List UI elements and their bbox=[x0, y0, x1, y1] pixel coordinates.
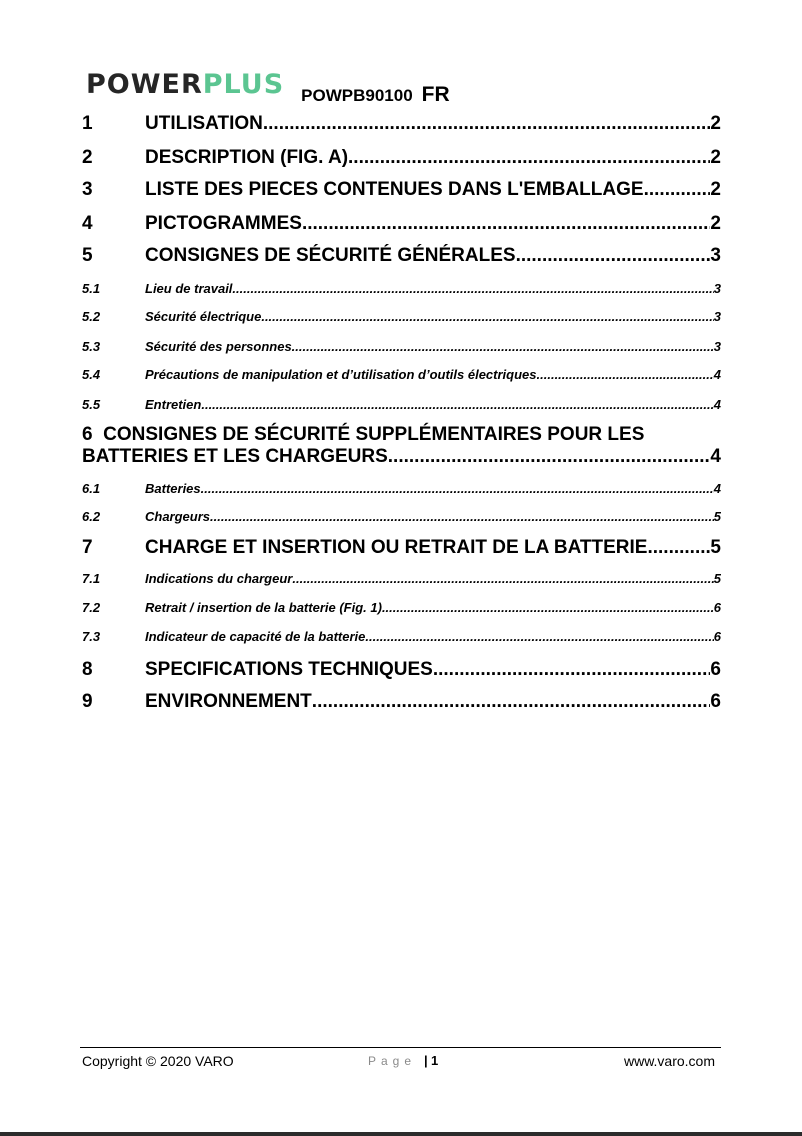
toc-leader-dots bbox=[647, 536, 710, 560]
toc-entry-title: CHARGE ET INSERTION OU RETRAIT DE LA BATTERIE bbox=[145, 537, 648, 558]
toc-entry-page: 2 bbox=[710, 147, 721, 168]
toc-entry-3[interactable] bbox=[82, 178, 721, 202]
toc-entry-8[interactable] bbox=[82, 658, 721, 682]
toc-entry-6-line1 bbox=[82, 424, 721, 446]
toc-entry-page: 6 bbox=[713, 629, 721, 644]
toc-entry-number: 6 bbox=[82, 424, 93, 445]
toc-leader-dots bbox=[201, 396, 713, 413]
toc-entry-title: Batteries bbox=[145, 481, 201, 496]
toc-entry-page: 5 bbox=[710, 537, 721, 558]
toc-entry-title: CONSIGNES DE SÉCURITÉ SUPPLÉMENTAIRES POUR LES bbox=[103, 424, 645, 445]
toc-entry-5-3[interactable] bbox=[82, 338, 721, 355]
toc-entry-6-line2 bbox=[82, 446, 721, 468]
toc-entry-number: 1 bbox=[82, 113, 93, 134]
toc-entry-number: 5.5 bbox=[82, 397, 101, 412]
logo-text-plus: PLUS bbox=[202, 69, 285, 100]
toc-entry-number: 4 bbox=[82, 213, 93, 234]
toc-entry-6[interactable] bbox=[82, 424, 721, 468]
toc-entry-number: 7.1 bbox=[82, 571, 101, 586]
toc-leader-dots bbox=[365, 628, 713, 645]
toc-entry-title: Chargeurs bbox=[145, 509, 211, 524]
page-number: 1 bbox=[431, 1053, 439, 1068]
toc-entry-page: 4 bbox=[713, 367, 721, 382]
toc-entry-4[interactable] bbox=[82, 212, 721, 236]
toc-entry-page: 4 bbox=[710, 446, 721, 467]
toc-entry-number: 5 bbox=[82, 245, 93, 266]
toc-entry-title: Précautions de manipulation et d’utilisation d’outils électriques bbox=[145, 367, 537, 382]
toc-entry-title: Retrait / insertion de la batterie (Fig. 1) bbox=[145, 600, 382, 615]
toc-entry-page: 6 bbox=[710, 691, 721, 712]
toc-leader-dots bbox=[302, 212, 710, 236]
toc-leader-dots bbox=[292, 338, 714, 355]
toc-leader-dots bbox=[382, 599, 714, 616]
bottom-edge-bar bbox=[0, 1132, 802, 1136]
toc-entry-title: Indicateur de capacité de la batterie bbox=[145, 629, 366, 644]
toc-leader-dots bbox=[210, 508, 714, 525]
toc-entry-5-5[interactable] bbox=[82, 396, 721, 413]
toc-entry-number: 5.3 bbox=[82, 339, 101, 354]
toc-entry-title: Sécurité des personnes bbox=[145, 339, 292, 354]
toc-entry-page: 3 bbox=[710, 245, 721, 266]
toc-entry-7-2[interactable] bbox=[82, 599, 721, 616]
page-separator: | bbox=[424, 1053, 428, 1068]
toc-leader-dots bbox=[433, 658, 711, 682]
powerplus-logo bbox=[86, 71, 284, 98]
model-number: POWPB90100 bbox=[301, 86, 413, 105]
toc-entry-number: 7.3 bbox=[82, 629, 101, 644]
toc-entry-5-1[interactable] bbox=[82, 280, 721, 297]
toc-entry-page: 5 bbox=[713, 571, 721, 586]
toc-entry-title: UTILISATION bbox=[145, 113, 263, 134]
toc-entry-number: 3 bbox=[82, 179, 93, 200]
toc-leader-dots bbox=[516, 244, 711, 268]
toc-entry-number: 2 bbox=[82, 147, 93, 168]
toc-entry-title: ENVIRONNEMENT bbox=[145, 691, 312, 712]
toc-entry-title: Entretien bbox=[145, 397, 202, 412]
toc-entry-title: DESCRIPTION (FIG. A) bbox=[145, 147, 349, 168]
toc-entry-6-1[interactable] bbox=[82, 480, 721, 497]
toc-entry-number: 9 bbox=[82, 691, 93, 712]
toc-entry-9[interactable] bbox=[82, 690, 721, 714]
toc-entry-page: 2 bbox=[710, 113, 721, 134]
page-label: Page bbox=[368, 1054, 417, 1068]
toc-entry-page: 2 bbox=[710, 179, 721, 200]
toc-entry-number: 5.2 bbox=[82, 309, 101, 324]
toc-entry-2[interactable] bbox=[82, 146, 721, 170]
toc-entry-page: 4 bbox=[713, 397, 721, 412]
toc-entry-7[interactable] bbox=[82, 536, 721, 560]
toc-leader-dots bbox=[292, 570, 713, 587]
website-url: www.varo.com bbox=[623, 1053, 715, 1069]
toc-leader-dots bbox=[201, 480, 714, 497]
toc-entry-title: CONSIGNES DE SÉCURITÉ GÉNÉRALES bbox=[145, 245, 516, 266]
toc-entry-number: 8 bbox=[82, 659, 93, 680]
toc-entry-number: 5.4 bbox=[82, 367, 101, 382]
footer-divider bbox=[80, 1047, 721, 1048]
toc-entry-page: 3 bbox=[713, 339, 721, 354]
toc-entry-page: 6 bbox=[710, 659, 721, 680]
toc-entry-number: 7.2 bbox=[82, 600, 101, 615]
toc-entry-7-3[interactable] bbox=[82, 628, 721, 645]
toc-entry-number: 6.2 bbox=[82, 509, 101, 524]
page-footer bbox=[82, 1052, 719, 1070]
toc-entry-title: PICTOGRAMMES bbox=[145, 213, 302, 234]
toc-entry-7-1[interactable] bbox=[82, 570, 721, 587]
toc-entry-page: 2 bbox=[710, 213, 721, 234]
toc-entry-5-4[interactable] bbox=[82, 366, 721, 383]
logo-text-power: POWER bbox=[86, 69, 203, 100]
toc-leader-dots bbox=[263, 112, 711, 136]
toc-entry-number: 7 bbox=[82, 537, 93, 558]
document-header bbox=[86, 64, 450, 104]
toc-entry-title: Lieu de travail bbox=[145, 281, 233, 296]
toc-entry-title: Indications du chargeur bbox=[145, 571, 293, 586]
toc-leader-dots bbox=[312, 690, 711, 714]
language-code: FR bbox=[421, 83, 450, 106]
toc-leader-dots bbox=[644, 178, 711, 202]
toc-entry-title-continued: BATTERIES ET LES CHARGEURS bbox=[82, 446, 388, 467]
toc-leader-dots bbox=[348, 146, 710, 170]
toc-entry-1[interactable] bbox=[82, 112, 721, 136]
toc-entry-page: 3 bbox=[713, 281, 721, 296]
copyright-notice: Copyright © 2020 VARO bbox=[82, 1053, 234, 1069]
toc-entry-page: 3 bbox=[713, 309, 721, 324]
toc-entry-5[interactable] bbox=[82, 244, 721, 268]
toc-leader-dots bbox=[261, 308, 713, 325]
toc-entry-6-2[interactable] bbox=[82, 508, 721, 525]
toc-leader-dots bbox=[388, 446, 711, 468]
toc-entry-5-2[interactable] bbox=[82, 308, 721, 325]
toc-entry-title: Sécurité électrique bbox=[145, 309, 262, 324]
toc-entry-page: 6 bbox=[713, 600, 721, 615]
toc-entry-title: LISTE DES PIECES CONTENUES DANS L'EMBALLAGE bbox=[145, 179, 644, 200]
toc-entry-number: 6.1 bbox=[82, 481, 101, 496]
toc-entry-page: 4 bbox=[713, 481, 721, 496]
toc-entry-page: 5 bbox=[713, 509, 721, 524]
toc-leader-dots bbox=[537, 366, 714, 383]
toc-entry-title: SPECIFICATIONS TECHNIQUES bbox=[145, 659, 433, 680]
toc-entry-number: 5.1 bbox=[82, 281, 101, 296]
toc-leader-dots bbox=[232, 280, 713, 297]
